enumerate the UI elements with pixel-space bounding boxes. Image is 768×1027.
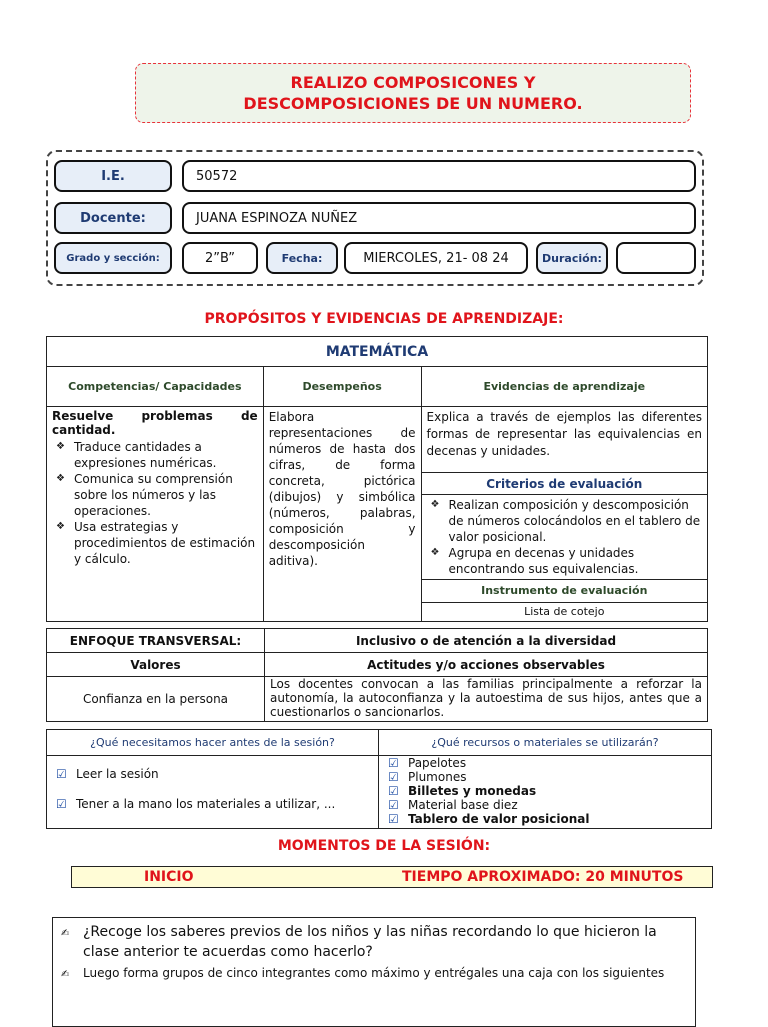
instrumento-title: Instrumento de evaluación bbox=[422, 580, 707, 603]
criterios-title: Criterios de evaluación bbox=[421, 473, 707, 495]
recurso-item: ☑ Papelotes bbox=[384, 756, 706, 770]
ie-value: 50572 bbox=[182, 160, 696, 192]
enfoque-table bbox=[46, 628, 708, 722]
inicio-item-text: Luego forma grupos de cinco integrantes como máximo y entrégales una caja con los siguientes bbox=[83, 966, 665, 980]
recursos-list bbox=[384, 756, 706, 826]
antes-item: ☑ Tener a la mano los materiales a utilizar, ... bbox=[52, 796, 373, 812]
area-title: MATEMÁTICA bbox=[47, 337, 708, 367]
criterio-item: ❖ Agrupa en decenas y unidades encontrando sus equivalencias. bbox=[427, 545, 702, 577]
antes-cell bbox=[47, 756, 379, 829]
header-evidencias: Evidencias de aprendizaje bbox=[421, 367, 707, 407]
header-recursos: ¿Qué recursos o materiales se utilizarán? bbox=[379, 730, 712, 756]
criterios-list bbox=[427, 497, 702, 577]
criterios-cell bbox=[421, 495, 707, 580]
capacidad-item: ❖ Usa estrategias y procedimientos de estimación y cálculo. bbox=[52, 519, 258, 567]
header-competencias: Competencias/ Capacidades bbox=[47, 367, 264, 407]
evidencia-cell: Explica a través de ejemplos las diferentes formas de representar las equivalencias en decenas y unidades. bbox=[421, 407, 707, 473]
valor-value: Confianza en la persona bbox=[47, 677, 265, 722]
grado-label: Grado y sección: bbox=[54, 242, 172, 274]
inicio-item bbox=[61, 964, 687, 982]
grado-value: 2”B” bbox=[182, 242, 258, 274]
actitud-value: Los docentes convocan a las familias principalmente a reforzar la autonomía, la autoconfianza y la autoestima de sus hijos, antes que a cuestionarlos o sancionarlos. bbox=[265, 677, 708, 722]
instrumento-cell bbox=[421, 580, 707, 622]
recurso-item: ☑ Plumones bbox=[384, 770, 706, 784]
capacidad-item: ❖ Traduce cantidades a expresiones numéricas. bbox=[52, 439, 258, 471]
pen-icon: ✍ bbox=[61, 928, 70, 939]
enfoque-value: Inclusivo o de atención a la diversidad bbox=[265, 629, 708, 653]
antes-item: ☑ Leer la sesión bbox=[52, 766, 373, 782]
competencias-table bbox=[46, 336, 708, 622]
header-desempenos: Desempeños bbox=[263, 367, 421, 407]
capacidades-list bbox=[52, 439, 258, 567]
enfoque-label: ENFOQUE TRANSVERSAL: bbox=[47, 629, 265, 653]
inicio-bar bbox=[71, 866, 713, 888]
capacidad-item: ❖ Comunica su comprensión sobre los números y las operaciones. bbox=[52, 471, 258, 519]
docente-label: Docente: bbox=[54, 202, 172, 234]
recurso-item: ☑ Tablero de valor posicional bbox=[384, 812, 706, 826]
inicio-item bbox=[61, 922, 687, 962]
recursos-cell bbox=[379, 756, 712, 829]
lesson-title-line2: DESCOMPOSICIONES DE UN NUMERO. bbox=[243, 94, 583, 113]
pen-icon: ✍ bbox=[61, 969, 70, 980]
header-antes: ¿Qué necesitamos hacer antes de la sesión? bbox=[47, 730, 379, 756]
inicio-content bbox=[52, 917, 696, 1027]
fecha-label: Fecha: bbox=[266, 242, 338, 274]
competencias-cell bbox=[47, 407, 264, 622]
inicio-tiempo: TIEMPO APROXIMADO: 20 MINUTOS bbox=[402, 869, 684, 885]
recurso-item: ☑ Material base diez bbox=[384, 798, 706, 812]
momentos-title: MOMENTOS DE LA SESIÓN: bbox=[277, 838, 491, 854]
valores-label: Valores bbox=[47, 653, 265, 677]
inicio-item-text: ¿Recoge los saberes previos de los niños y las niñas recordando lo que hicieron la clase anterior te acuerdas como hacerlo? bbox=[83, 924, 657, 960]
actitudes-label: Actitudes y/o acciones observables bbox=[265, 653, 708, 677]
duracion-label: Duración: bbox=[536, 242, 608, 274]
lesson-title-box bbox=[135, 63, 691, 123]
duracion-value bbox=[616, 242, 696, 274]
fecha-value: MIERCOLES, 21- 08 24 bbox=[344, 242, 528, 274]
ie-label: I.E. bbox=[54, 160, 172, 192]
inicio-label: INICIO bbox=[144, 869, 194, 885]
lesson-title-line1: REALIZO COMPOSICONES Y bbox=[290, 73, 536, 92]
instrumento-value: Lista de cotejo bbox=[524, 605, 605, 618]
antes-list bbox=[52, 766, 373, 812]
competencia-text: Resuelve problemas de cantidad. bbox=[52, 409, 258, 437]
propositos-title: PROPÓSITOS Y EVIDENCIAS DE APRENDIZAJE: bbox=[204, 311, 564, 327]
info-frame bbox=[46, 150, 704, 286]
criterio-item: ❖ Realizan composición y descomposición de números colocándolos en el tablero de valor posicional. bbox=[427, 497, 702, 545]
docente-value: JUANA ESPINOZA NUÑEZ bbox=[182, 202, 696, 234]
recurso-item: ☑ Billetes y monedas bbox=[384, 784, 706, 798]
preparacion-table bbox=[46, 729, 712, 829]
desempeno-cell: Elabora representaciones de números de hasta dos cifras, de forma concreta, pictórica (dibujos) y simbólica (números, palabras, composición y descomposición aditiva). bbox=[263, 407, 421, 622]
